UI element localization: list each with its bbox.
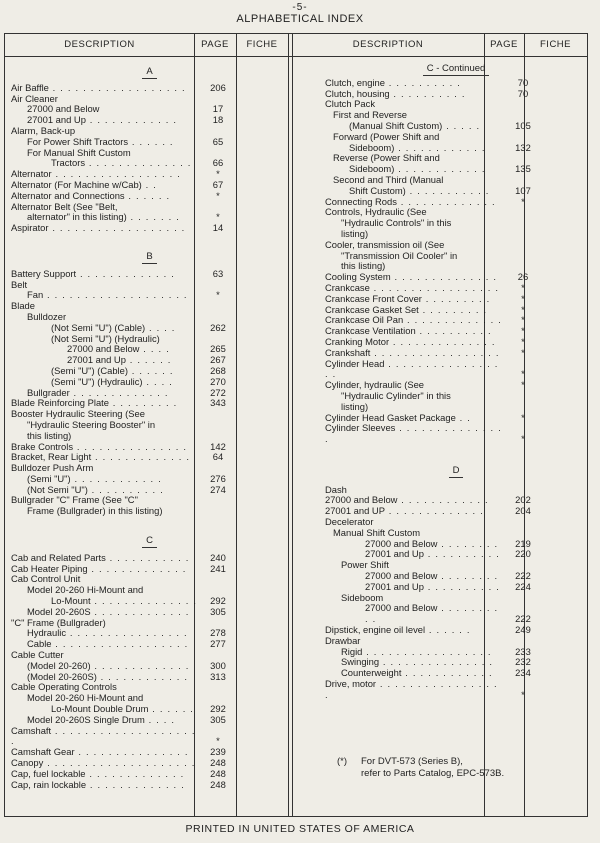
list-item: alternator" in this listing) . . . . . . . *	[27, 211, 220, 223]
list-item: Cap, rain lockable . . . . . . . . . . . . . 248	[11, 778, 226, 790]
list-item: listing)	[341, 227, 369, 239]
list-item: Cooling System . . . . . . . . . . . . . . 26	[325, 271, 529, 283]
list-item: listing)	[341, 400, 369, 412]
header-page-right: PAGE	[490, 39, 518, 50]
header-page-left: PAGE	[201, 39, 229, 50]
center-double-divider	[288, 34, 293, 816]
list-item: Swinging . . . . . . . . . . . . . . . 232	[341, 656, 531, 668]
list-item: Bullgrader "C" Frame (See "C"	[11, 494, 138, 506]
list-item: For Power Shift Tractors . . . . . . 65	[27, 135, 224, 147]
list-item: Bulldozer Push Arm	[11, 462, 94, 474]
list-item: Alternator and Connections . . . . . . *	[11, 189, 220, 201]
list-item: 27001 and Up . . . . . . . . . . . . 18	[27, 114, 224, 126]
list-item: Cable Operating Controls	[11, 681, 117, 693]
list-item: Cooler, transmission oil (See	[325, 238, 445, 250]
list-item: (Not Semi "U") (Hydraulic)	[51, 332, 160, 344]
list-item: Model 20-260 Hi-Mount and	[27, 692, 144, 704]
left-index-column	[11, 58, 288, 790]
list-item: Bracket, Rear Light . . . . . . . . . . . . . 64	[11, 451, 224, 463]
list-item: Sideboom) . . . . . . . . . . . . 135	[349, 163, 531, 175]
list-item: Bullgrader . . . . . . . . . . . . . 272	[27, 386, 226, 398]
list-item: Crankcase Gasket Set . . . . . . . . . *	[325, 303, 525, 315]
list-item: Cab Control Unit	[11, 573, 81, 585]
header-description-right: DESCRIPTION	[352, 39, 424, 50]
list-item: Cab and Related Parts . . . . . . . . . . . 240	[11, 551, 226, 563]
list-item: Dipstick, engine oil level . . . . . . 249	[325, 624, 531, 636]
footnote-line-2: refer to Parts Catalog, EPC-573B.	[361, 768, 505, 779]
list-item: Rigid . . . . . . . . . . . . . . . . . 233	[341, 645, 531, 657]
list-item: Drawbar	[325, 634, 361, 646]
list-item: Canopy . . . . . . . . . . . . . . . . . . . . 248	[11, 757, 226, 769]
list-item: (Semi "U") (Cable) . . . . . . 268	[51, 364, 226, 376]
header-divider	[5, 56, 587, 57]
list-item: Cranking Motor . . . . . . . . . . . . . . *	[325, 335, 525, 347]
page-number: -5-	[292, 2, 308, 13]
list-item: Sideboom) . . . . . . . . . . . . 132	[349, 141, 531, 153]
list-item: 27000 and Below . . . . . . . . . . 222	[365, 602, 531, 625]
list-item: Model 20-260S Single Drum . . . . 305	[27, 713, 226, 725]
list-item: Clutch, housing . . . . . . . . . . 70	[325, 87, 529, 99]
list-item: Crankcase Front Cover . . . . . . . . . *	[325, 292, 525, 304]
list-item: Manual Shift Custom	[333, 526, 421, 538]
list-item: Clutch, engine . . . . . . . . . . 70	[325, 76, 529, 88]
list-item: 27001 and Up . . . . . . 267	[67, 354, 226, 366]
section-heading-c-continued: C - Continued	[386, 63, 526, 76]
list-item: (Semi "U") . . . . . . . . . . . . 276	[27, 472, 226, 484]
list-item: Belt	[11, 278, 28, 290]
list-item: For Manual Shift Custom	[27, 146, 131, 158]
section-heading-d: D	[386, 465, 526, 478]
list-item: Shift Custom) . . . . . . . . . . . 107	[349, 184, 531, 196]
list-item: Controls, Hydraulic (See	[325, 206, 427, 218]
list-item: Blade Reinforcing Plate . . . . . . . . . 343	[11, 397, 226, 409]
list-item: Cylinder, hydraulic (See *	[325, 379, 525, 391]
list-item: Second and Third (Manual	[333, 173, 444, 185]
index-table	[4, 33, 588, 817]
list-item: Sideboom	[341, 591, 384, 603]
list-item: Decelerator	[325, 516, 374, 528]
list-item: Clutch Pack	[325, 98, 376, 110]
list-item: Frame (Bullgrader) in this listing)	[27, 505, 163, 517]
list-item: Bulldozer	[27, 310, 67, 322]
list-item: First and Reverse	[333, 109, 407, 121]
list-item: Crankshaft . . . . . . . . . . . . . . . . . *	[325, 346, 525, 358]
list-item: Dash	[325, 483, 347, 495]
list-item: Air Baffle . . . . . . . . . . . . . . . . . . 206	[11, 81, 226, 93]
list-item: Aspirator . . . . . . . . . . . . . . . . . . 14	[11, 222, 224, 234]
list-item: Power Shift	[341, 559, 389, 571]
section-heading-b: B	[60, 251, 240, 264]
list-item: Model 20-260S . . . . . . . . . . . . . 305	[27, 605, 226, 617]
list-item: Camshaft Gear . . . . . . . . . . . . . . . 239	[11, 746, 226, 758]
list-item: Alarm, Back-up	[11, 124, 76, 136]
list-item: (Not Semi "U") (Cable) . . . . 262	[51, 321, 226, 333]
list-item: Camshaft . . . . . . . . . . . . . . . . . . . . *	[11, 724, 220, 747]
list-item: (Semi "U") (Hydraulic) . . . . 270	[51, 375, 226, 387]
list-item: Lo-Mount Double Drum . . . . . . 292	[51, 703, 226, 715]
page-title: ALPHABETICAL INDEX	[236, 13, 364, 25]
list-item: Counterweight . . . . . . . . . . . . 234	[341, 667, 531, 679]
list-item: Cylinder Head Gasket Package . . *	[325, 411, 525, 423]
section-heading-c: C	[60, 535, 240, 548]
list-item: (Manual Shift Custom) . . . . . 105	[349, 119, 531, 131]
list-item: Cap, fuel lockable . . . . . . . . . . . . . 248	[11, 767, 226, 779]
list-item: "Hydraulic Steering Booster" in	[27, 418, 156, 430]
list-item: Booster Hydraulic Steering (See	[11, 408, 145, 420]
section-heading-a: A	[60, 66, 240, 79]
list-item: 27001 and UP . . . . . . . . . . . . . 204	[325, 505, 531, 517]
list-item: "Transmission Oil Cooler" in	[341, 249, 458, 261]
list-item: Crankcase Ventilation . . . . . . . . . . *	[325, 325, 525, 337]
list-item: "Hydraulic Cylinder" in this	[341, 389, 451, 401]
list-item: Air Cleaner	[11, 92, 58, 104]
list-item: Model 20-260 Hi-Mount and	[27, 584, 144, 596]
list-item: Alternator Belt (See "Belt,	[11, 200, 118, 212]
list-item: Lo-Mount . . . . . . . . . . . . . . 292	[51, 595, 226, 607]
list-item: Alternator (For Machine w/Cab) . . 67	[11, 178, 224, 190]
header-fiche-left: FICHE	[246, 39, 278, 50]
list-item: this listing)	[341, 260, 386, 272]
list-item: 27000 and Below . . . . 265	[67, 343, 226, 355]
header-fiche-right: FICHE	[540, 39, 571, 50]
list-item: 27000 and Below . . . . . . . . . . . . 202	[325, 494, 531, 506]
list-item: 27001 and Up . . . . . . . . . . 224	[365, 580, 531, 592]
list-item: (Model 20-260S) . . . . . . . . . . . . 313	[27, 670, 226, 682]
list-item: 27000 and Below . . . . . . . . 219	[365, 537, 531, 549]
list-item: Cylinder Head . . . . . . . . . . . . . . . . . *	[325, 357, 525, 380]
list-item: Brake Controls . . . . . . . . . . . . . . . 142	[11, 440, 226, 452]
list-item: (Not Semi "U") . . . . . . . . . . 274	[27, 483, 226, 495]
list-item: Cable Cutter	[11, 649, 64, 661]
list-item: Cylinder Sleeves . . . . . . . . . . . . . . . *	[325, 422, 525, 445]
list-item: Connecting Rods . . . . . . . . . . . . . *	[325, 195, 525, 207]
printed-footer: PRINTED IN UNITED STATES OF AMERICA	[185, 823, 415, 835]
footnote-marker: (*)	[337, 756, 348, 767]
header-description-left: DESCRIPTION	[64, 39, 135, 50]
list-item: Crankcase . . . . . . . . . . . . . . . . . *	[325, 281, 525, 293]
list-item: 27001 and Up . . . . . . . . . . 220	[365, 548, 531, 560]
list-item: Blade	[11, 300, 35, 312]
footnote-line-1: For DVT-573 (Series B),	[361, 756, 463, 767]
list-item: Crankcase Oil Pan . . . . . . . . . . . . . *	[325, 314, 525, 326]
list-item: Cable . . . . . . . . . . . . . . . . . . 277	[27, 638, 226, 650]
list-item: 27000 and Below . . . . . . . . 222	[365, 570, 531, 582]
list-item: Drive, motor . . . . . . . . . . . . . . . . . *	[325, 678, 525, 700]
list-item: Reverse (Power Shift and	[333, 152, 440, 164]
list-item: Tractors . . . . . . . . . . . . . . 66	[51, 157, 224, 169]
list-item: 27000 and Below 17	[27, 103, 224, 115]
list-item: Battery Support . . . . . . . . . . . . . 63	[11, 267, 224, 279]
list-item: (Model 20-260) . . . . . . . . . . . . . 300	[27, 659, 226, 671]
list-item: Alternator . . . . . . . . . . . . . . . . . *	[11, 168, 220, 180]
list-item: Hydraulic . . . . . . . . . . . . . . . . 278	[27, 627, 226, 639]
list-item: Forward (Power Shift and	[333, 130, 440, 142]
list-item: "C" Frame (Bullgrader)	[11, 616, 106, 628]
right-index-column	[325, 58, 587, 701]
list-item: "Hydraulic Controls" in this	[341, 217, 452, 229]
list-item: Fan . . . . . . . . . . . . . . . . . . . *	[27, 289, 220, 301]
list-item: Cab Heater Piping . . . . . . . . . . . . . 241	[11, 562, 226, 574]
list-item: this listing)	[27, 429, 72, 441]
